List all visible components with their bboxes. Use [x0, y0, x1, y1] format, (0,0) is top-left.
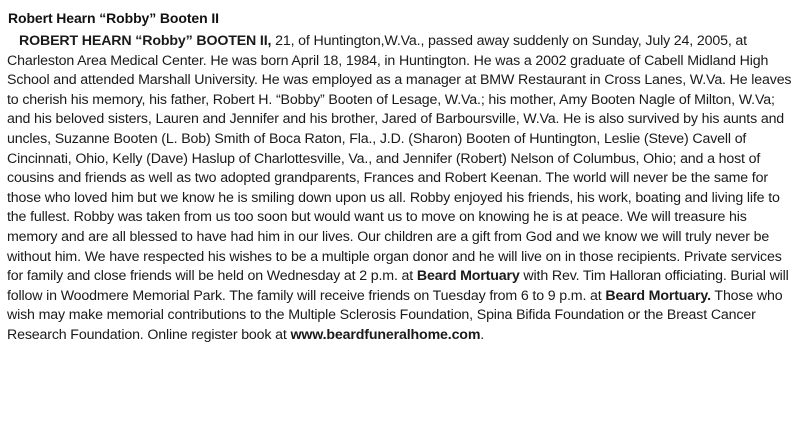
deceased-name: ROBERT HEARN “Robby” BOOTEN II, [19, 33, 272, 49]
obituary-text-end: . [480, 326, 485, 343]
mortuary-name-1: Beard Mortuary [416, 268, 520, 285]
obituary-body [7, 32, 797, 346]
obituary-text-part-3: Those who wish may make memorial contributions to the Multiple Sclerosis Foundation, Spina Bifida Foundation or the Breast Cancer Research Foundation. Online register book at [7, 287, 783, 343]
mortuary-name-2: Beard Mortuary. [605, 287, 711, 304]
obituary-text-part-2: with Rev. Tim Halloran officiating. Burial will follow in Woodmere Memorial Park. The family will receive friends on Tuesday from 6 to 9 p.m. at [7, 268, 789, 304]
obituary-headline: Robert Hearn “Robby” Booten II [8, 10, 219, 26]
funeral-home-website: www.beardfuneralhome.com [290, 326, 481, 343]
obituary-text-part-1: 21, of Huntington,W.Va., passed away suddenly on Sunday, July 24, 2005, at Charleston Area Medical Center. He was born April 18, 1984, in Huntington. He was a 2002 graduate of Cabell Midland High School and attended Marshall University. He was employed as a manager at BMW Restaurant in Cross Lanes, W.Va. He leaves to cherish his memory, his father, Robert H. “Bobby” Booten of Lesage, W.Va.; his mother, Amy Booten Nagle of Milton, W.Va; and his beloved sisters, Lauren and Jennifer and his brother, Jared of Barboursville, W.Va. He is also survived by his aunts and uncles, Suzanne Booten (L. Bob) Smith of Boca Raton, Fla., J.D. (Sharon) Booten of Huntington, Leslie (Steve) Cavell of Cincinnati, Ohio, Kelly (Dave) Haslup of Charlottesville, Va., and Jennifer (Robert) Nelson of Columbus, Ohio; and a host of cousins and friends as well as two adopted grandparents, Frances and Robert Keenan. The world will never be the same for those who loved him but we know he is smiling down upon us all. Robby enjoyed his friends, his work, boating and living life to the fullest. Robby was taken from us too soon but would want us to move on knowing he is at peace. We will treasure his memory and are all blessed to have had him in our lives. Our children are a gift from God and we know we will truly never be without him. We have respected his wishes to be a multiple organ donor and he will live on in those recipients. Private services for family and close friends will be held on Wednesday at 2 p.m. at [7, 33, 792, 285]
